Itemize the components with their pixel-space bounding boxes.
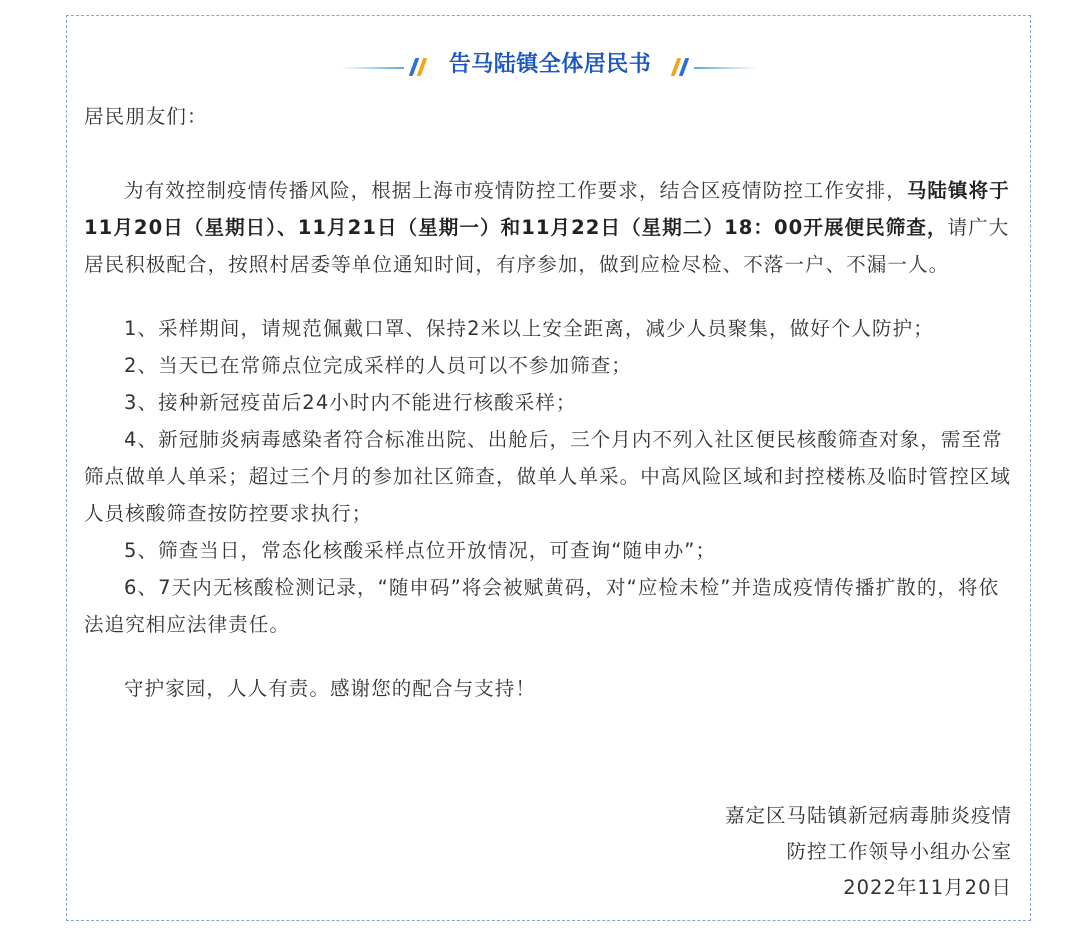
spacer (84, 283, 1014, 310)
title-right-line (694, 67, 758, 69)
list-item: 2、当天已在常筛点位完成采样的人员可以不参加筛查； (124, 354, 632, 377)
signature-org-line1: 嘉定区马陆镇新冠病毒肺炎疫情 (724, 804, 1012, 827)
title-right-slash-icon (670, 56, 692, 78)
spacer (84, 643, 1014, 670)
intro-paragraph (84, 172, 1014, 283)
list-item: 3、接种新冠疫苗后24小时内不能进行核酸采样； (124, 391, 577, 414)
intro-text-continued: 请广大居民积极配合，按照村居委等单位通知时间，有序参加，做到应检尽检、不落一户、不漏一人。 (84, 216, 1010, 276)
list-item: 6、7天内无核酸检测记录，“随申码”将会被赋黄码，对“应检未检”并造成疫情传播扩散的，将依法追究相应法律责任。 (84, 576, 1000, 636)
signature-block (725, 798, 1012, 906)
notice-title: 告马陆镇全体居民书 (448, 52, 652, 77)
notice-body (84, 98, 1014, 707)
list-item: 4、新冠肺炎病毒感染者符合标准出院、出舱后，三个月内不列入社区便民核酸筛查对象，需至常筛点做单人单采；超过三个月的参加社区筛查，做单人单采。中高风险区域和封控楼栋及临时管控区域人员核酸筛查按防控要求执行； (84, 428, 1012, 525)
list-item: 5、筛查当日，常态化核酸采样点位开放情况，可查询“随申办”； (124, 539, 717, 562)
intro-bold-schedule: 马陆镇将于11月20日（星期日）、11月21日（星期一）和11月22日（星期二）18：00开展便民筛查， (84, 179, 1010, 239)
title-banner (0, 48, 1080, 84)
intro-text: 为有效控制疫情传播风险，根据上海市疫情防控工作要求，结合区疫情防控工作安排， (124, 179, 907, 202)
signature-org-line2: 防控工作领导小组办公室 (786, 840, 1012, 863)
title-left-slash-icon (408, 56, 430, 78)
spacer (84, 135, 1014, 172)
closing-line: 守护家园，人人有责。感谢您的配合与支持！ (124, 677, 537, 700)
signature-date: 2022年11月20日 (843, 876, 1012, 899)
list-item: 1、采样期间，请规范佩戴口罩、保持2米以上安全距离，减少人员聚集，做好个人防护； (124, 317, 934, 340)
greeting: 居民朋友们： (84, 105, 208, 128)
title-left-line (340, 67, 404, 69)
